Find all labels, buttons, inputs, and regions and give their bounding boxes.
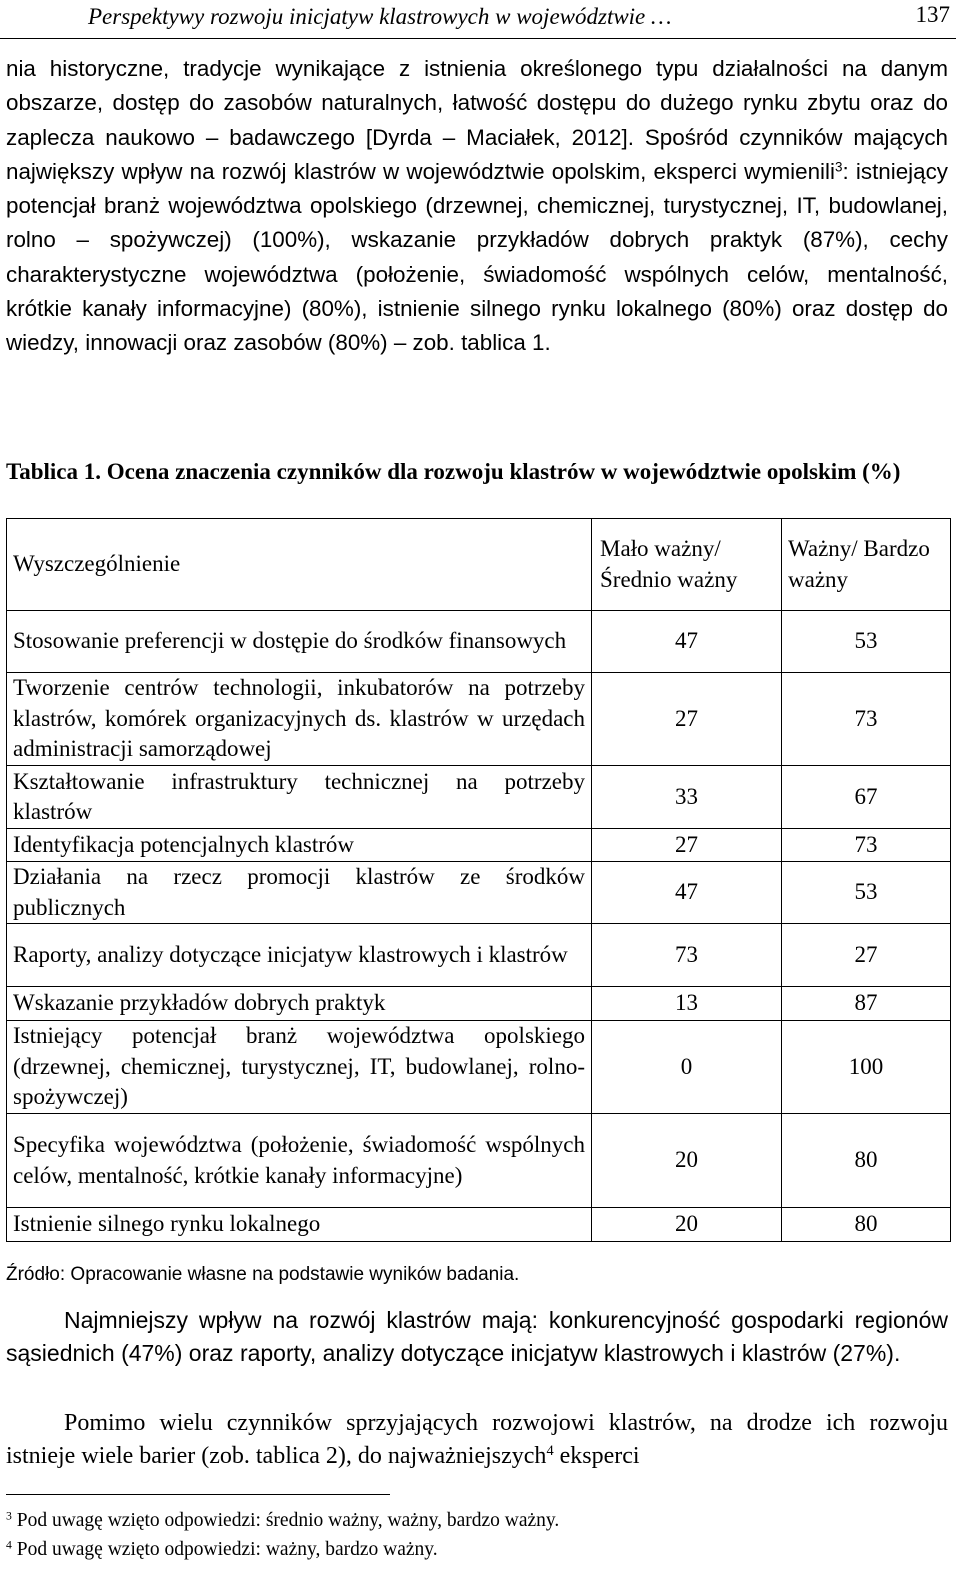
footnote-ref-4[interactable]: 4	[546, 1443, 554, 1460]
row-label: Istniejący potencjał branż województwa opolskiego (drzewnej, chemicznej, turystycznej, IT, budowlanej, rolno-spożywczej)	[7, 1021, 592, 1114]
page-number: 137	[915, 2, 950, 27]
body-paragraph-3	[6, 1407, 948, 1473]
row-high-value: 53	[782, 862, 951, 924]
table-row	[7, 987, 951, 1021]
header-low-importance: Mało ważny/ Średnio ważny	[592, 519, 782, 611]
footnote-3	[6, 1510, 559, 1532]
table-row	[7, 1208, 951, 1242]
table-row	[7, 829, 951, 862]
paragraph-3-text-b: eksperci	[553, 1443, 640, 1469]
table-caption: Tablica 1. Ocena znaczenia czynników dla rozwoju klastrów w województwie opolskim (%)	[6, 459, 901, 484]
footnote-number: 3	[6, 1509, 12, 1523]
row-label: Specyfika województwa (położenie, świadomość wspólnych celów, mentalność, krótkie kanały informacyjne)	[7, 1114, 592, 1208]
table-row	[7, 611, 951, 673]
footnote-text: Pod uwagę wzięto odpowiedzi: średnio ważny, ważny, bardzo ważny.	[11, 1510, 560, 1531]
row-high-value: 53	[782, 611, 951, 673]
row-high-value: 80	[782, 1208, 951, 1242]
table-row	[7, 862, 951, 924]
row-label: Identyfikacja potencjalnych klastrów	[7, 829, 592, 862]
row-low-value: 47	[592, 862, 782, 924]
row-high-value: 100	[782, 1021, 951, 1114]
body-paragraph-1	[6, 52, 948, 361]
table-row	[7, 1114, 951, 1208]
row-low-value: 20	[592, 1208, 782, 1242]
row-high-value: 87	[782, 987, 951, 1021]
running-header	[0, 0, 956, 39]
table-row	[7, 766, 951, 829]
body-paragraph-2: Najmniejszy wpływ na rozwój klastrów mają: konkurencyjność gospodarki regionów sąsiednich (47%) oraz raporty, analizy dotyczące inicjatyw klastrowych i klastrów (27%).	[6, 1307, 948, 1366]
row-low-value: 20	[592, 1114, 782, 1208]
paragraph-1-text-b: : istniejący potencjał branż województwa opolskiego (drzewnej, chemicznej, turystycznej, IT, budowlanej, rolno – spożywczej) (100%), wskazanie przykładów dobrych praktyk (87%), cechy charakterystyczne województwa (położenie, świadomość wspólnych celów, mentalność, krótkie kanały informacyjne) (80%), istnienie silnego rynku lokalnego (80%) oraz dostęp do wiedzy, innowacji oraz zasobów (80%) – zob. tablica 1.	[6, 158, 948, 356]
row-low-value: 0	[592, 1021, 782, 1114]
row-low-value: 73	[592, 924, 782, 987]
row-low-value: 33	[592, 766, 782, 829]
row-high-value: 73	[782, 673, 951, 766]
table-header-row	[7, 519, 951, 611]
row-low-value: 47	[592, 611, 782, 673]
footnote-ref-3[interactable]: 3	[834, 159, 843, 175]
table-source-note: Źródło: Opracowanie własne na podstawie wyników badania.	[6, 1264, 520, 1285]
row-high-value: 27	[782, 924, 951, 987]
row-high-value: 67	[782, 766, 951, 829]
paragraph-1-text-a: nia historyczne, tradycje wynikające z istnienia określonego typu działalności na danym obszarze, dostęp do zasobów naturalnych, łatwość dostępu do dużego rynku zbytu oraz do zaplecza naukowo – badawczego [Dyrda – Maciałek, 2012]. Spośród czynników mających największy wpływ na rozwój klastrów w województwie opolskim, eksperci wymienili	[6, 56, 948, 184]
table-row	[7, 673, 951, 766]
running-title: Perspektywy rozwoju inicjatyw klastrowych w województwie …	[88, 4, 672, 29]
paragraph-3-text-a: Pomimo wielu czynników sprzyjających rozwojowi klastrów, na drodze ich rozwoju istnieje wiele barier (zob. tablica 2), do najważniejszych	[6, 1410, 948, 1469]
row-high-value: 73	[782, 829, 951, 862]
table-row	[7, 924, 951, 987]
footnote-4	[6, 1539, 438, 1561]
row-label: Raporty, analizy dotyczące inicjatyw klastrowych i klastrów	[7, 924, 592, 987]
footnote-separator	[6, 1494, 390, 1495]
row-label: Wskazanie przykładów dobrych praktyk	[7, 987, 592, 1021]
row-label: Działania na rzecz promocji klastrów ze środków publicznych	[7, 862, 592, 924]
row-low-value: 13	[592, 987, 782, 1021]
footnote-text: Pod uwagę wzięto odpowiedzi: ważny, bardzo ważny.	[11, 1539, 438, 1560]
row-label: Kształtowanie infrastruktury technicznej na potrzeby klastrów	[7, 766, 592, 829]
row-low-value: 27	[592, 829, 782, 862]
row-low-value: 27	[592, 673, 782, 766]
row-label: Tworzenie centrów technologii, inkubatorów na potrzeby klastrów, komórek organizacyjnych ds. klastrów w urzędach administracji samorządowej	[7, 673, 592, 766]
table-row	[7, 1021, 951, 1114]
row-label: Istnienie silnego rynku lokalnego	[7, 1208, 592, 1242]
header-item: Wyszczególnienie	[7, 519, 592, 611]
header-high-importance: Ważny/ Bardzo ważny	[782, 519, 951, 611]
footnote-number: 4	[6, 1538, 12, 1552]
factors-table	[6, 518, 951, 1242]
row-high-value: 80	[782, 1114, 951, 1208]
row-label: Stosowanie preferencji w dostępie do środków finansowych	[7, 611, 592, 673]
